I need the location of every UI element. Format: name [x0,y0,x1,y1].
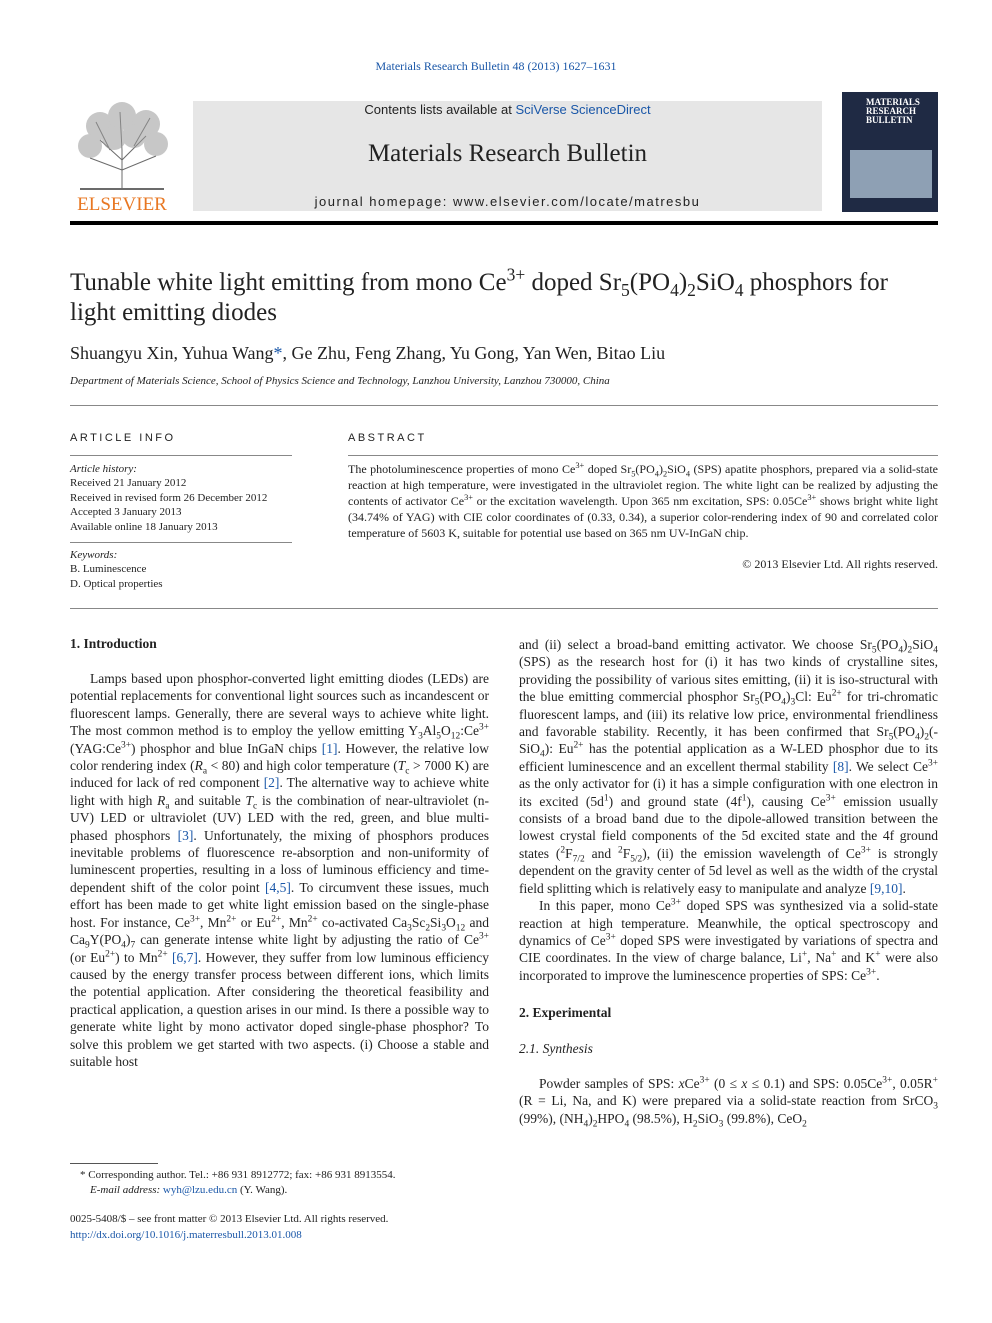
doi-link[interactable]: http://dx.doi.org/10.1016/j.materresbull.2013.01.008 [70,1228,302,1241]
article-title: Tunable white light emitting from mono $Ce^{3+}$ doped $Sr_5(PO_4)_2SiO_4$ phosphors for light emitting diodes [70,264,888,326]
keyword: B. Luminescence [70,563,147,576]
sciencedirect-link[interactable]: SciVerse ScienceDirect [515,102,651,117]
history-item: Accepted 3 January 2013 [70,506,182,519]
history-item: Received in revised form 26 December 2012 [70,491,268,504]
contents-line [193,102,822,117]
article-history [70,462,295,591]
corresponding-marker[interactable]: * [273,343,283,363]
cover-image [850,150,932,198]
history-label: Article history: [70,463,137,475]
subsection-heading: 2.1. Synthesis [519,1040,593,1056]
issn-block [70,1212,388,1243]
intro-column: Lamps based upon phosphor-converted light emitting diodes (LEDs) are potential replacements for conventional light sources such as incandescent or fluorescent lamps. Generally, there are several ways to achieve white light. The most common method is to employ the yellow emitting $Y_3Al_5O_{12}:Ce^{3+}$ $(YAG:Ce^{3+})$ phosphor and blue InGaN chips [1]. However, the relative low color rendering index $(R_a < 80)$ and high color temperature ($T_c > 7000$ K) are induced for lack of red component [2]. The alternative way to achieve white light with high $R_a$ and suitable $T_c$ is the combination of near-ultraviolet (n-UV) LED or ultraviolet (UV) LED with the red, green, and blue multi-phased phosphors [3]. Unfortunately, the mixing of phosphors produces inevitable problems of fluorescence re-absorption and non-uniformity of luminescent properties, resulting in a loss of luminous efficiency and time-dependent shift of the color point [4,5]. To circumvent these issues, much effort has been made to get white light emission based on the single-phase host. For instance, $Ce^{3+}$, $Mn^{2+}$ or $Eu^{2+}$, $Mn^{2+}$ co-activated $Ca_3Sc_2Si_3O_{12}$ and $Ca_9Y(PO_4)_7$ can generate intense white light by adjusting the ratio of $Ce^{3+}$ (or $Eu^{2+}$) to $Mn^{2+}$ [6,7]. However, they suffer from low luminous efficiency caused by the energy transfer process between different ions, which limits the potential application. After considering the theoretical feasibility and practical application, a question arises in our mind. Is there a possible way to generate white light by mono activator doped single-phase phosphor? To solve this problem we get started with two aspects. (i) Choose a stable and suitable host [70,671,490,1069]
journal-cover [842,92,938,212]
body-column: and (ii) select a broad-band emitting activator. We choose $Sr_5(PO_4)_2SiO_4$ (SPS) as the research host for (i) it has two kinds of crystalline sites, providing the possibility of various sites emitting, (ii) it is iso-structural with the blue emitting commercial phosphor $Sr_5(PO_4)_3Cl$: $Eu^{2+}$ for tri-chromatic fluorescent lamps, and (iii) its relative low price, environmental friendliness and favorable stability. Recently, it has been confirmed that $Sr_5(PO_4)_2(-SiO_4)$: $Eu^{2+}$ has the potential application as a W-LED phosphor due to its efficient luminescence and an excellent thermal stability [8]. We select $Ce^{3+}$ as the only activator for (i) it has a simple configuration with one electron in its excited $(5d^1)$ and ground state $(4f^1)$, causing $Ce^{3+}$ emission usually consists of a broad band due to the dipole-allowed transition between the lowest crystal field components of the 5d excited state and the 4f ground states ($^2F_{7/2}$ and $^2F_{5/2}$), (ii) the emission wavelength of $Ce^{3+}$ is strongly dependent on the gravity center of 5d level as well as the width of the crystal field splitting which is relatively easy to manipulate and analyze [9,10]. In this paper, mono $Ce^{3+}$ doped SPS was synthesized via a solid-state reaction at high temperature. Meanwhile, the optical spectroscopy and dynamics of $Ce^{3+}$ doped SPS were investigated by variations of spectra and CIE coordinates. In the view of charge balance, Li+, Na+ and K+ were also incorporated to improve the luminescence properties of SPS: $Ce^{3+}$. 2. Experimental 2.1. Synthesis Powder samples of SPS: xCe$^{3+}$ (0 ≤ x ≤ 0.1) and SPS: $0.05Ce^{3+}$, 0.05R+ (R = Li, Na, and K) were prepared via a solid-state reaction from SrCO$_3$ (99%), $(NH_4)_2HPO_4$ (98.5%), $H_2SiO_3$ (99.8%), CeO$_2$ [519,637,939,1130]
email-label: E-mail address: [90,1183,163,1196]
publisher-wordmark: ELSEVIER [77,194,167,212]
section-heading: 1. Introduction [70,636,157,651]
journal-homepage[interactable]: journal homepage: www.elsevier.com/locate/matresbu [314,194,701,209]
issn-line: 0025-5408/$ – see front matter © 2013 Elsevier Ltd. All rights reserved. [70,1213,389,1225]
contents-prefix: Contents lists available at [364,102,516,117]
corresponding-note: Corresponding author. Tel.: +86 931 8912772; fax: +86 931 8913554. [88,1169,396,1181]
abstract-heading: ABSTRACT [348,432,427,444]
footnote-divider [70,1163,158,1164]
elsevier-logo [70,100,174,212]
abstract-copyright: © 2013 Elsevier Ltd. All rights reserved. [742,557,938,571]
divider [70,542,292,543]
article-info-heading: ARTICLE INFO [70,432,176,444]
email-link[interactable]: wyh@lzu.edu.cn [162,1183,238,1196]
keyword: D. Optical properties [70,577,163,590]
journal-citation[interactable]: Materials Research Bulletin 48 (2013) 1627–1631 [375,59,617,73]
history-item: Received 21 January 2012 [70,477,187,490]
footnote: * Corresponding author. Tel.: +86 931 8912772; fax: +86 931 8913554. E-mail address: wyh@lzu.edu.cn (Y. Wang). [80,1169,396,1196]
divider [70,608,938,609]
author-list: Shuangyu Xin, Yuhua Wang*, Ge Zhu, Feng Zhang, Yu Gong, Yan Wen, Bitao Liu [70,343,666,363]
section-heading: 2. Experimental [519,1005,612,1021]
abstract-text: The photoluminescence properties of mono $Ce^{3+}$ doped $Sr_5(PO_4)_2SiO_4$ (SPS) apatite phosphors, prepared via a solid-state reaction at high temperature, were investigated in the ultraviolet region. The white light can be realized by adjusting the contents of activator $Ce^{3+}$ or the excitation wavelength. Upon 365 nm excitation, SPS: $0.05Ce^{3+}$ shows bright white light (34.74% of YAG) with CIE color coordinates of (0.33, 0.34), a superior color-rendering index of 90 and correlated color temperature of 5603 K, suitable for potential use based on 365 nm UV-InGaN chip. [348,461,938,540]
journal-title: Materials Research Bulletin [367,140,648,167]
divider [70,405,938,406]
cover-title: MATERIALS RESEARCH BULLETIN [866,97,920,125]
header-divider [70,221,938,225]
divider [348,455,938,456]
divider [70,455,292,456]
keywords-label: Keywords: [70,549,118,562]
affiliation: Department of Materials Science, School of Physics Science and Technology, Lanzhou University, Lanzhou 730000, China [70,375,610,387]
history-item: Available online 18 January 2013 [70,520,218,533]
